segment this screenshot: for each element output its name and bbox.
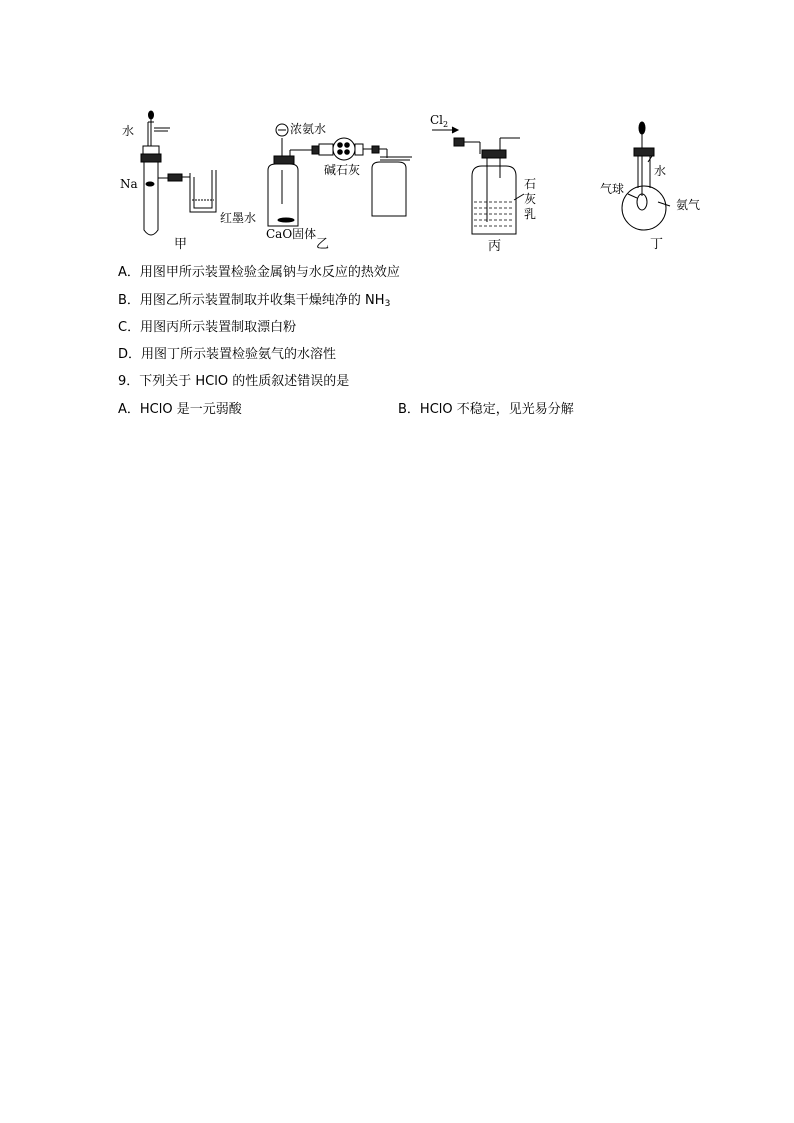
option-9b: B．HClO 不稳定，见光易分解	[398, 402, 574, 417]
label-na: Na	[120, 177, 138, 191]
caption-jia: 甲	[174, 237, 188, 252]
option-8d: D．用图丁所示装置检验氨气的水溶性	[118, 347, 337, 362]
label-lime-milk-1: 石	[524, 177, 537, 191]
option-8c: C．用图丙所示装置制取漂白粉	[118, 320, 297, 335]
label-water-ding: 水	[654, 164, 667, 178]
label-water-jia: 水	[122, 124, 135, 138]
option-8a: A．用图甲所示装置检验金属钠与水反应的热效应	[118, 265, 400, 280]
option-8b	[118, 292, 390, 310]
question-9-stem: 9．下列关于 HClO 的性质叙述错误的是	[118, 374, 350, 389]
apparatus-bing	[432, 127, 524, 234]
apparatus-figure	[110, 108, 720, 256]
label-cl2: $Cl_2$	[430, 113, 449, 129]
caption-yi: 乙	[316, 237, 330, 252]
label-lime-milk-3: 乳	[524, 207, 537, 221]
option-8b-subscript: 3	[384, 299, 391, 309]
label-lime-milk-2: 灰	[524, 192, 537, 206]
option-8b-text: B．用图乙所示装置制取并收集干燥纯净的 NH	[118, 293, 385, 308]
caption-ding: 丁	[650, 237, 664, 252]
label-red-ink: 红墨水	[220, 211, 257, 225]
label-ammonia-water: 浓氨水	[290, 122, 327, 136]
label-cao: CaO固体	[266, 227, 317, 241]
label-ammonia: 氨气	[676, 198, 701, 212]
caption-bing: 丙	[488, 239, 502, 254]
option-9a: A．HClO 是一元弱酸	[118, 402, 242, 417]
label-soda-lime: 碱石灰	[324, 163, 361, 177]
apparatus-jia	[141, 111, 216, 235]
label-balloon: 气球	[600, 182, 625, 196]
